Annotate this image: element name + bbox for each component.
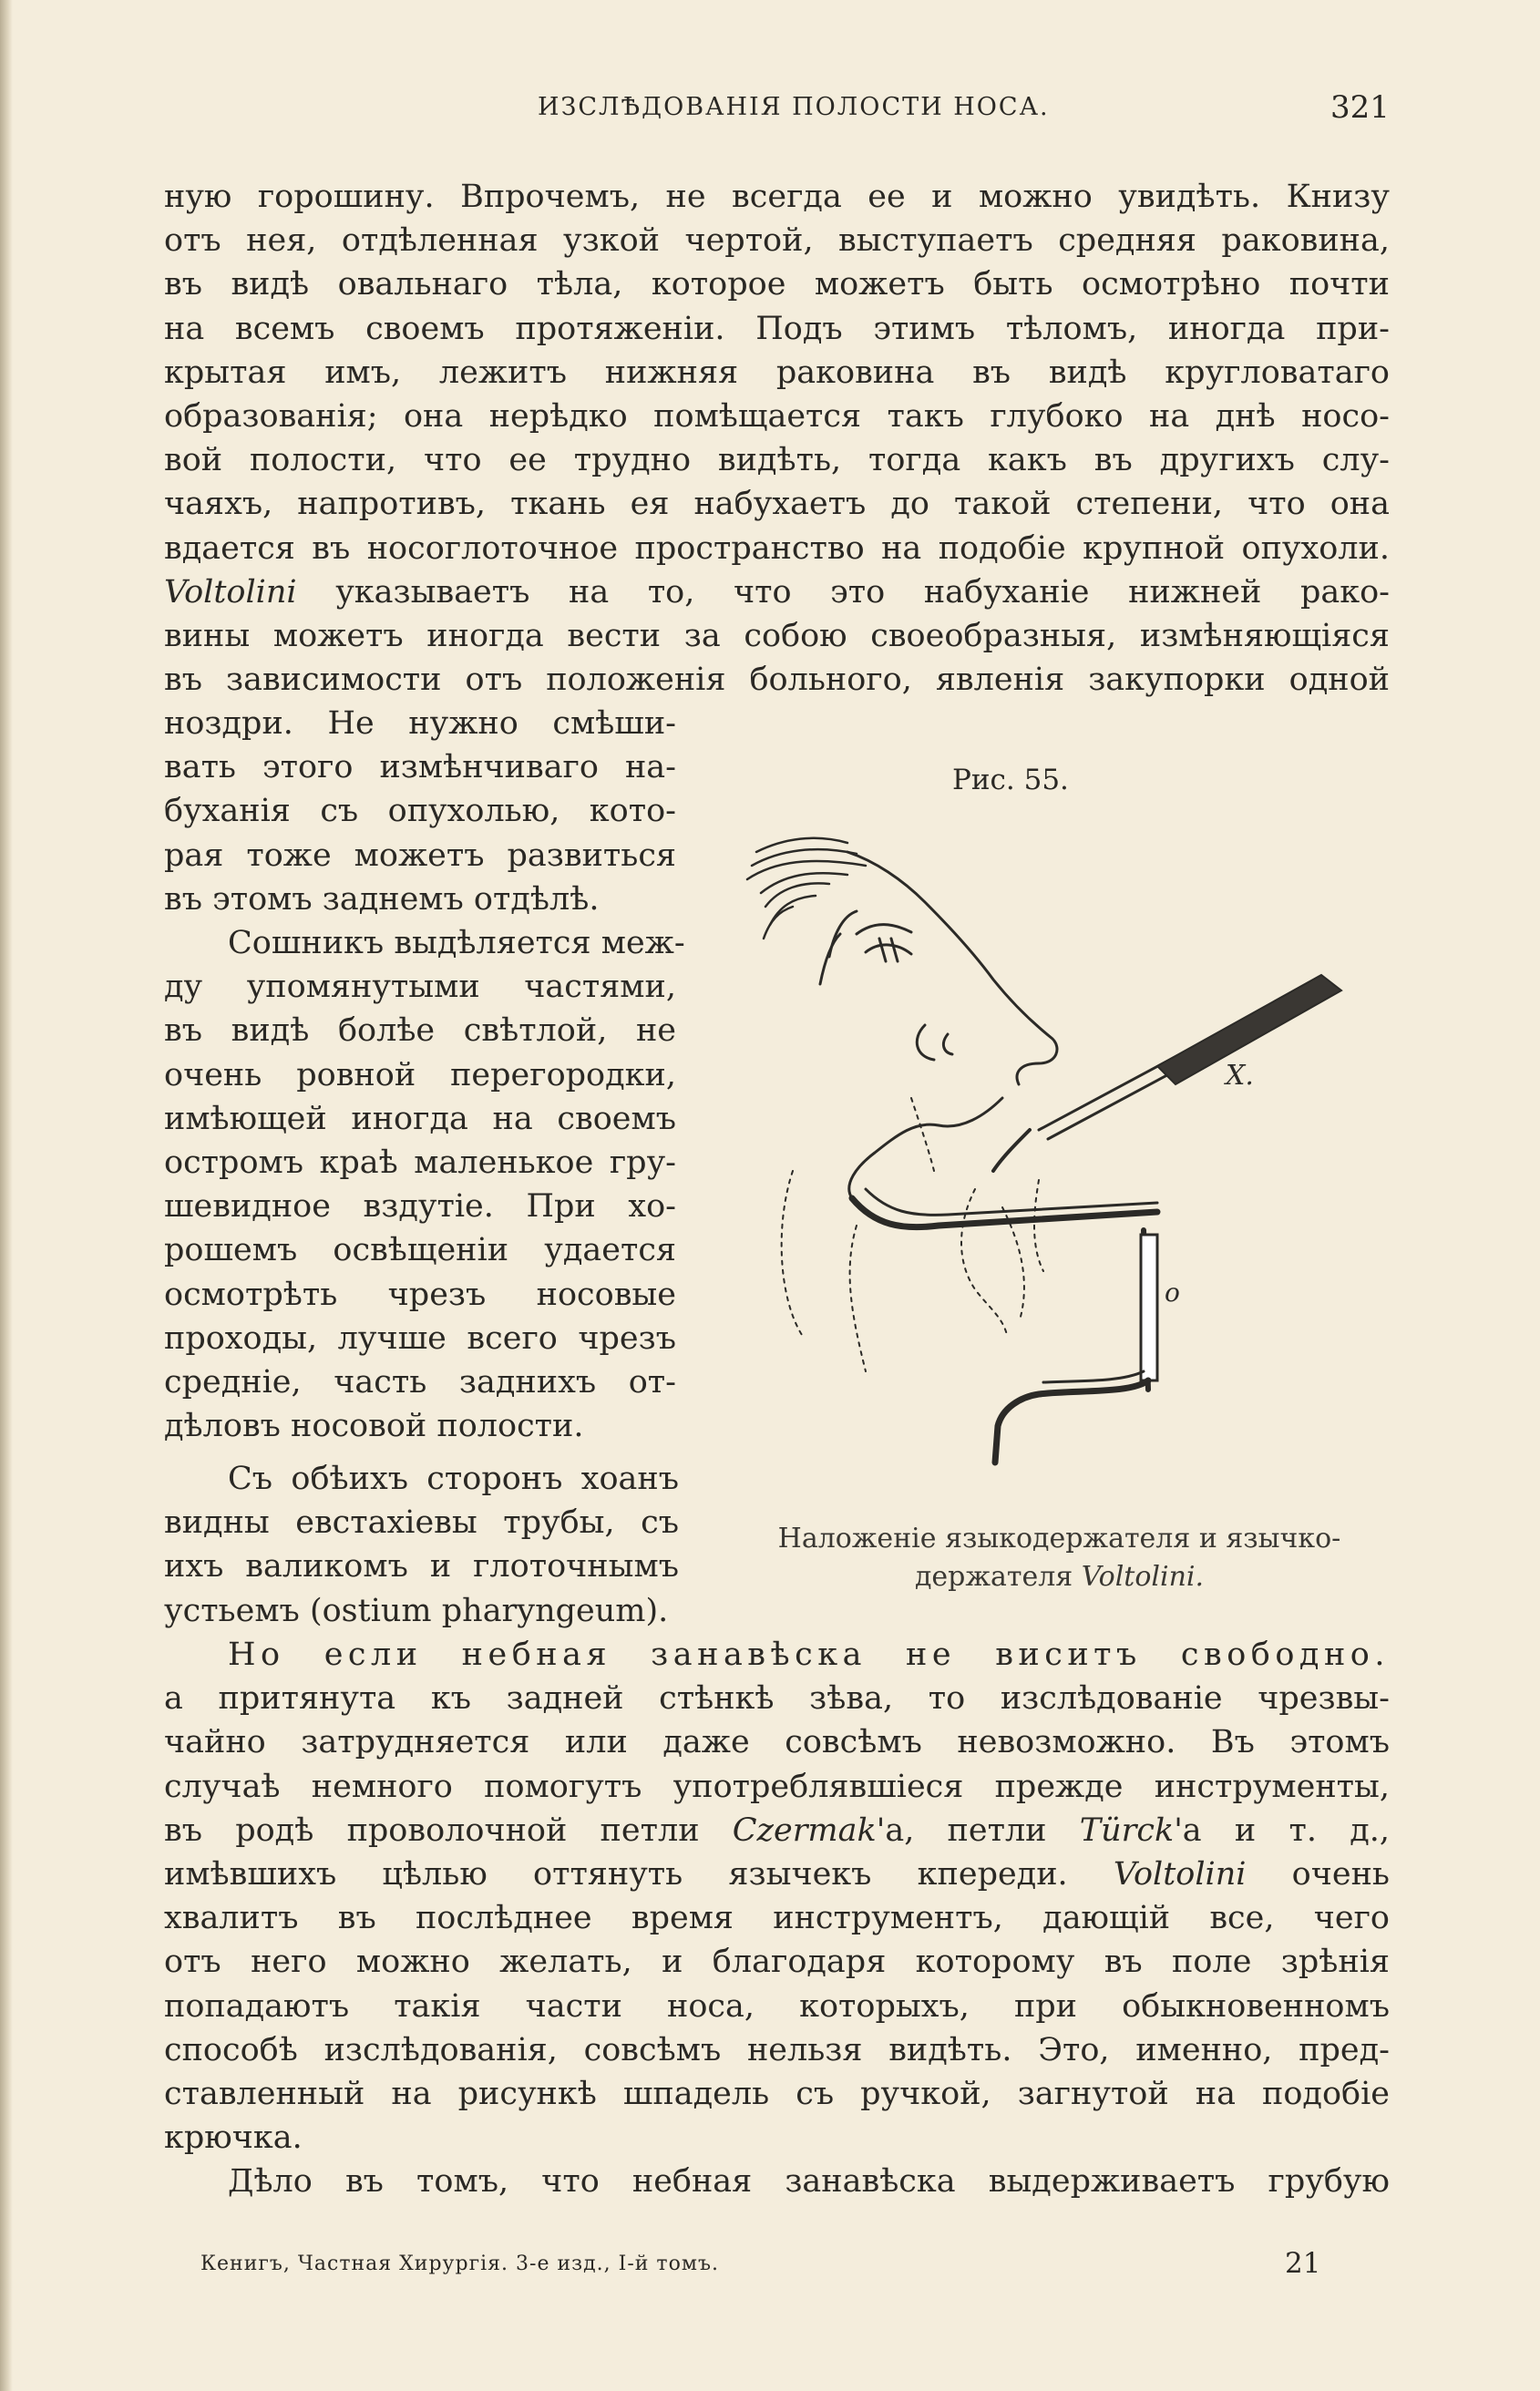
chin [849,1098,1002,1198]
text-line: способѣ изслѣдованія, совсѣмъ нельзя видѣть. Это, именно, пред- [164,2031,1390,2068]
author-name: Voltolini [164,573,297,611]
author-name: Voltolini [1113,1856,1247,1893]
footer-sheet-number: 21 [1285,2247,1321,2280]
caption-line: Наложеніе языкодержателя и язычко- [777,1523,1341,1555]
text-line: крытая имъ, лежитъ нижняя раковина въ видѣ кругловатаго [164,354,1390,391]
text-line: Voltolini указываетъ на то, что это набуханіе нижней рако- [164,573,1390,611]
text-line: имѣвшихъ цѣлью оттянуть язычекъ кпереди. Voltolini очень [164,1856,1390,1893]
text-line: Но если небная занавѣска не виситъ свободно. [228,1637,1390,1673]
text-line: въ видѣ болѣе свѣтлой, не [164,1012,676,1050]
figure-illustration [729,825,1367,1481]
internal-dashed-lines [782,1098,1043,1371]
lip-curve [917,1025,934,1060]
text-line: Сошникъ выдѣляется меж- [228,925,685,961]
text-line: Съ обѣихъ сторонъ хоанъ [228,1461,679,1497]
page-edge [0,0,13,2391]
text-line: ихъ валикомъ и глоточнымъ [164,1548,679,1585]
text-line: а притянута къ задней стѣнкѣ зѣва, то изслѣдованіе чрезвы- [164,1680,1390,1718]
face-profile [847,852,1057,1084]
text-line: дѣловъ носовой полости. [164,1408,584,1445]
text-line: попадаютъ такія части носа, которыхъ, при обыкновенномъ [164,1987,1390,2025]
text-line: шевидное вздутіе. При хо- [164,1188,676,1226]
text-line: образованія; она нерѣдко помѣщается такъ глубоко на днѣ носо- [164,398,1390,436]
text-line: средніе, часть заднихъ от- [164,1364,676,1401]
text-line: имѣющей иногда на своемъ [164,1100,676,1137]
text-line: Дѣло въ томъ, что небная занавѣска выдерживаетъ грубую [228,2163,1390,2201]
text-line: вой полости, что ее трудно видѣть, тогда какъ въ другихъ слу- [164,442,1390,479]
instrument-handle [993,975,1341,1171]
footer-signature: Кенигъ, Частная Хирургія. 3-е изд., I-й томъ. [200,2252,719,2275]
text-line: въ этомъ заднемъ отдѣлѣ. [164,880,600,918]
text-line: ноздри. Не нужно смѣши- [164,705,676,742]
text-line: отъ нея, отдѣленная узкой чертой, выступаетъ средняя раковина, [164,222,1390,260]
blade-plate [1141,1235,1157,1380]
text-line: ду упомянутыми частями, [164,969,676,1006]
running-header: ИЗСЛѢДОВАНІЯ ПОЛОСТИ НОСА. [538,93,1050,121]
author-name: Czermak [732,1811,877,1849]
paragraph-top [164,175,1390,702]
text-line: ставленный на рисункѣ шпадель съ ручкой, загнутой на подобіе [164,2076,1390,2113]
text-line: очень ровной перегородки, [164,1056,676,1093]
text-line: случаѣ немного помогутъ употреблявшіеся прежде инструменты, [164,1768,1390,1805]
text-line: буханія съ опухолью, кото- [164,793,676,830]
paragraph-narrow-1 [164,702,676,921]
lower-hook [995,1380,1148,1462]
text-line: хвалитъ въ послѣднее время инструментъ, дающій все, чего [164,1900,1390,1937]
figure-caption [734,1520,1385,1596]
text-line: вины можетъ иногда вести за собою своеобразныя, измѣняющіяся [164,618,1390,655]
paragraph-narrow-2 [164,921,685,1448]
text-line: ную горошину. Впрочемъ, не всегда ее и можно увидѣть. Книзу [164,179,1390,215]
author-name: Türck [1079,1811,1175,1849]
text-line: вдается въ носоглоточное пространство на подобіе крупной опухоли. [164,529,1390,567]
text-line: видны евстахіевы трубы, съ [164,1504,679,1542]
text-line: на всемъ своемъ протяженіи. Подъ этимъ тѣломъ, иногда при- [164,310,1390,347]
text-line: отъ него можно желать, и благодаря которому въ поле зрѣнія [164,1944,1390,1981]
text-line: въ родѣ проволочной петли Czermak'а, петли Türck'а и т. д., [164,1811,1390,1849]
text-line: вать этого измѣнчиваго на- [164,749,676,786]
text-line: рошемъ освѣщеніи удается [164,1232,676,1269]
text-line: въ зависимости отъ положенія больного, явленія закупорки одной [164,662,1390,699]
text-line: устьемъ (ostium pharyngeum). [164,1592,669,1629]
text-line: чайно затрудняется или даже совсѣмъ невозможно. Въ этомъ [164,1724,1390,1761]
text-line: проходы, лучше всего чрезъ [164,1319,676,1357]
text-line: въ видѣ овальнаго тѣла, которое можетъ быть осмотрѣно почти [164,266,1390,303]
text-line: рая тоже можетъ развиться [164,836,676,874]
mark-x: X. [1226,1060,1254,1092]
paragraph-bottom [164,1633,1390,2204]
figure-label: Рис. 55. [952,764,1069,796]
paragraph-narrow-3 [164,1457,679,1633]
eye [820,911,911,984]
mark-o: o [1165,1278,1180,1308]
text-line: остромъ краѣ маленькое гру- [164,1144,676,1182]
text-line: крючка. [164,2119,303,2157]
page-number: 321 [1330,89,1390,126]
author-name: Voltolini. [1081,1561,1205,1593]
text-line: чаяхъ, напротивъ, ткань ея набухаетъ до такой степени, что она [164,486,1390,523]
text-line: осмотрѣть чрезъ носовые [164,1276,676,1313]
caption-line: держателя Voltolini. [914,1561,1205,1593]
